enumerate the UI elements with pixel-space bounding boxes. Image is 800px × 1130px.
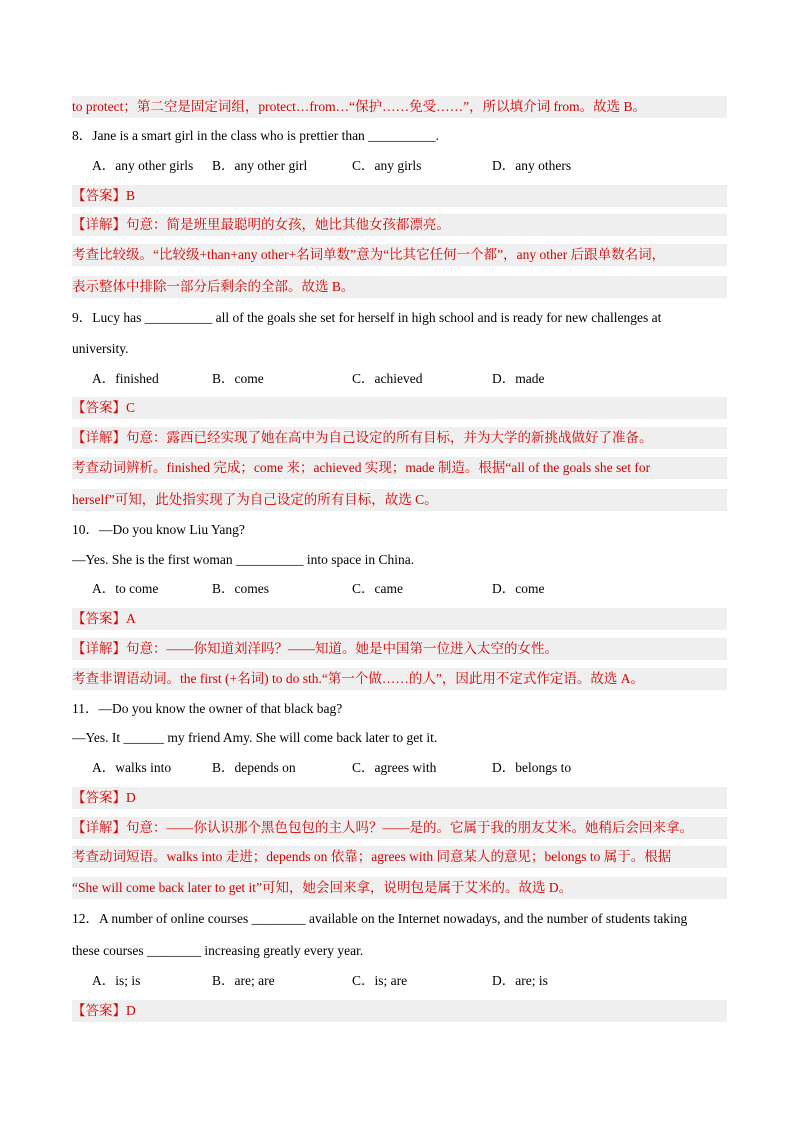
question-10-answer: 【答案】A: [72, 608, 727, 630]
question-10-stem: 10．—Do you know Liu Yang?: [72, 522, 245, 537]
option-a: A．to come: [92, 581, 159, 596]
question-8-explanation-line: 考查比较级。“比较级+than+any other+名词单数”意为“比其它任何一个都”，any other 后跟单数名词，: [72, 244, 727, 266]
option-b: B．depends on: [212, 760, 296, 775]
option-c: C．any girls: [352, 158, 422, 173]
option-a: A．walks into: [92, 760, 172, 775]
question-11-stem: 11．—Do you know the owner of that black bag?: [72, 701, 343, 716]
question-9-stem-cont: university.: [72, 341, 129, 356]
option-d: D．any others: [492, 158, 572, 173]
question-9-explanation-line: herself”可知，此处指实现了为自己设定的所有目标，故选 C。: [72, 489, 727, 511]
option-d: D．made: [492, 371, 545, 386]
question-11-explanation-line: 【详解】句意：——你认识那个黑色包包的主人吗？——是的。它属于我的朋友艾米。她稍后会回来拿。: [72, 817, 727, 839]
question-12-answer: 【答案】D: [72, 1000, 727, 1022]
option-c: C．is; are: [352, 973, 408, 988]
question-9-stem: 9．Lucy has __________ all of the goals she set for herself in high school and is ready for new challenges at: [72, 310, 662, 325]
previous-explanation-tail: to protect；第二空是固定词组，protect…from…“保护……免受……”，所以填介词 from。故选 B。: [72, 96, 727, 118]
question-11-answer: 【答案】D: [72, 787, 727, 809]
question-10-stem-cont: —Yes. She is the first woman __________ into space in China.: [72, 552, 415, 567]
question-11-explanation-line: “She will come back later to get it”可知，她会回来拿，说明包是属于艾米的。故选 D。: [72, 877, 727, 899]
option-a: A．any other girls: [92, 158, 194, 173]
question-11-options: [92, 757, 727, 779]
option-a: A．finished: [92, 371, 159, 386]
question-10-explanation-line: 考查非谓语动词。the first (+名词) to do sth.“第一个做……的人”，因此用不定式作定语。故选 A。: [72, 668, 727, 690]
option-b: B．comes: [212, 581, 269, 596]
question-9-explanation-line: 【详解】句意：露西已经实现了她在高中为自己设定的所有目标，并为大学的新挑战做好了准备。: [72, 427, 727, 449]
option-b: B．are; are: [212, 973, 275, 988]
option-d: D．come: [492, 581, 545, 596]
question-9-options: [92, 368, 727, 390]
option-b: B．come: [212, 371, 264, 386]
question-8-answer: 【答案】B: [72, 185, 727, 207]
question-9-explanation-line: 考查动词辨析。finished 完成；come 来；achieved 实现；made 制造。根据“all of the goals she set for: [72, 457, 727, 479]
option-c: C．achieved: [352, 371, 423, 386]
question-8-explanation-line: 【详解】句意：简是班里最聪明的女孩，她比其他女孩都漂亮。: [72, 214, 727, 236]
question-12-stem-cont: these courses ________ increasing greatly every year.: [72, 943, 364, 958]
option-d: D．are; is: [492, 973, 548, 988]
question-8-explanation-line: 表示整体中排除一部分后剩余的全部。故选 B。: [72, 276, 727, 298]
option-c: C．came: [352, 581, 403, 596]
option-a: A．is; is: [92, 973, 141, 988]
question-8-options: [92, 155, 727, 177]
question-12-options: [92, 970, 727, 992]
question-11-explanation-line: 考查动词短语。walks into 走进；depends on 依靠；agrees with 同意某人的意见；belongs to 属于。根据: [72, 846, 727, 868]
question-12-stem: 12．A number of online courses ________ available on the Internet nowadays, and the number of students taking: [72, 911, 688, 926]
question-9-answer: 【答案】C: [72, 397, 727, 419]
question-8-stem: 8．Jane is a smart girl in the class who is prettier than __________.: [72, 128, 440, 143]
option-d: D．belongs to: [492, 760, 572, 775]
question-10-explanation-line: 【详解】句意：——你知道刘洋吗？——知道。她是中国第一位进入太空的女性。: [72, 638, 727, 660]
option-b: B．any other girl: [212, 158, 308, 173]
question-11-stem-cont: —Yes. It ______ my friend Amy. She will come back later to get it.: [72, 730, 438, 745]
option-c: C．agrees with: [352, 760, 437, 775]
question-10-options: [92, 578, 727, 600]
